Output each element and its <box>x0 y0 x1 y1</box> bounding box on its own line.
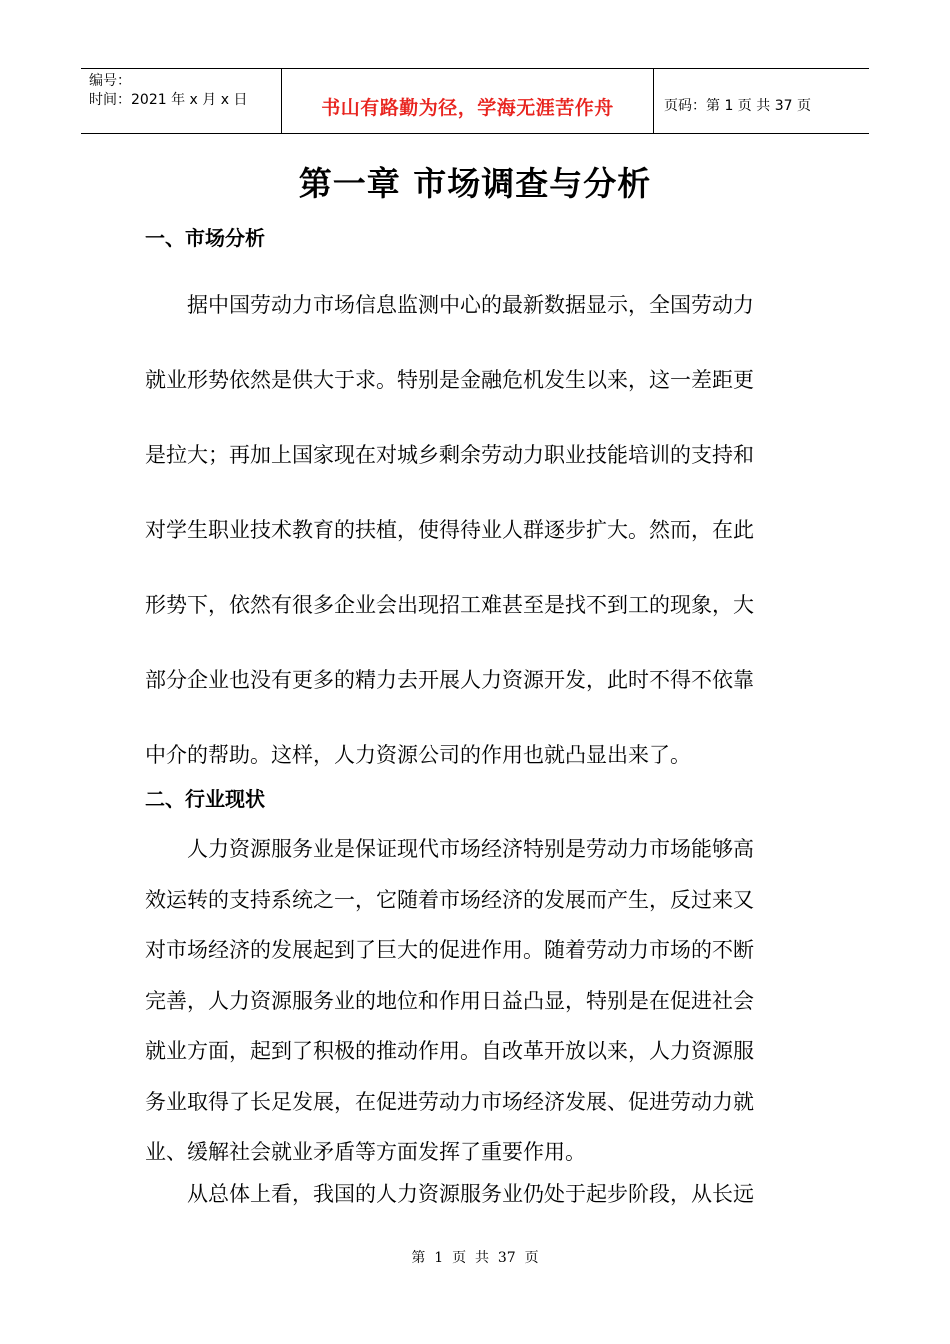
header-page-cell <box>654 69 869 133</box>
chapter-title: 第一章 市场调查与分析 <box>298 164 652 203</box>
paragraph-line: 中介的帮助。这样，人力资源公司的作用也就凸显出来了。 <box>145 743 691 767</box>
header-table <box>81 68 869 134</box>
page-footer: 第 1 页 共 37 页 <box>411 1250 539 1266</box>
header-motto-cell <box>281 69 654 133</box>
paragraph-line: 对市场经济的发展起到了巨大的促进作用。随着劳动力市场的不断 <box>145 938 754 962</box>
paragraph-line: 形势下，依然有很多企业会出现招工难甚至是找不到工的现象，大 <box>145 593 754 617</box>
document-date-label: 时间：2021 年 x 月 x 日 <box>89 92 248 108</box>
paragraph-line: 据中国劳动力市场信息监测中心的最新数据显示，全国劳动力 <box>145 293 754 317</box>
section-heading-market-analysis: 一、市场分析 <box>145 226 265 250</box>
paragraph-line: 从总体上看，我国的人力资源服务业仍处于起步阶段，从长远 <box>145 1182 754 1206</box>
paragraph-line: 部分企业也没有更多的精力去开展人力资源开发，此时不得不依靠 <box>145 668 754 692</box>
page-info: 页码：第 1 页 共 37 页 <box>664 98 811 114</box>
paragraph-line: 人力资源服务业是保证现代市场经济特别是劳动力市场能够高 <box>145 837 754 861</box>
section-heading-industry-status: 二、行业现状 <box>145 787 265 811</box>
paragraph-line: 就业形势依然是供大于求。特别是金融危机发生以来，这一差距更 <box>145 368 754 392</box>
paragraph-line: 是拉大；再加上国家现在对城乡剩余劳动力职业技能培训的支持和 <box>145 443 754 467</box>
motto-text: 书山有路勤为径，学海无涯苦作舟 <box>321 97 614 119</box>
paragraph-line: 业、缓解社会就业矛盾等方面发挥了重要作用。 <box>145 1140 586 1164</box>
market-analysis-paragraph <box>145 268 805 793</box>
industry-overview-paragraph <box>145 1174 805 1214</box>
industry-status-paragraph <box>145 824 805 1178</box>
paragraph-line: 完善，人力资源服务业的地位和作用日益凸显，特别是在促进社会 <box>145 988 754 1013</box>
paragraph-line: 对学生职业技术教育的扶植，使得待业人群逐步扩大。然而，在此 <box>145 518 754 542</box>
header-meta-cell <box>81 69 281 133</box>
paragraph-line: 就业方面，起到了积极的推动作用。自改革开放以来，人力资源服 <box>145 1039 754 1063</box>
paragraph-line: 效运转的支持系统之一，它随着市场经济的发展而产生，反过来又 <box>145 887 754 912</box>
document-number-label: 编号： <box>89 73 131 89</box>
paragraph-line: 务业取得了长足发展，在促进劳动力市场经济发展、促进劳动力就 <box>145 1089 754 1114</box>
